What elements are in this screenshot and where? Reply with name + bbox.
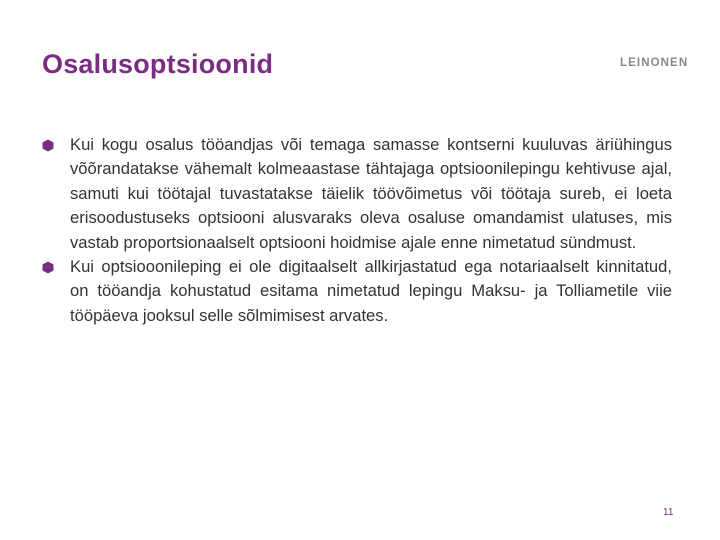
bullet-list [42,133,672,328]
hexagon-bullet-icon [42,261,54,274]
hexagon-bullet-icon [42,139,54,152]
bullet-text: Kui kogu osalus tööandjas või temaga samasse kontserni kuuluvas äriühingus võõrandatakse vähemalt kolmeaastase tähtajaga optsioonilepingu kehtivuse ajal, samuti kui töötajal tuvastatakse täielik töövõimetus või töötaja sureb, ei loeta erisoodustuseks optsiooni alusvaraks oleva osaluse omandamist ulatuses, mis vastab proportsionaalselt optsiooni hoidmise ajale enne nimetatud sündmust. [70,135,672,252]
company-logo: LEINONEN [620,57,689,69]
bullet-text: Kui optsiooonileping ei ole digitaalselt allkirjastatud ega notariaalselt kinnitatud, on tööandja kohustatud esitama nimetatud lepingu Maksu- ja Tolliametile viie tööpäeva jooksul selle sõlmimisest arvates. [70,257,672,325]
bullet-item [42,255,672,328]
bullet-item [42,133,672,255]
slide-title: Osalusoptsioonid [42,49,274,79]
page-number: 11 [663,507,674,518]
